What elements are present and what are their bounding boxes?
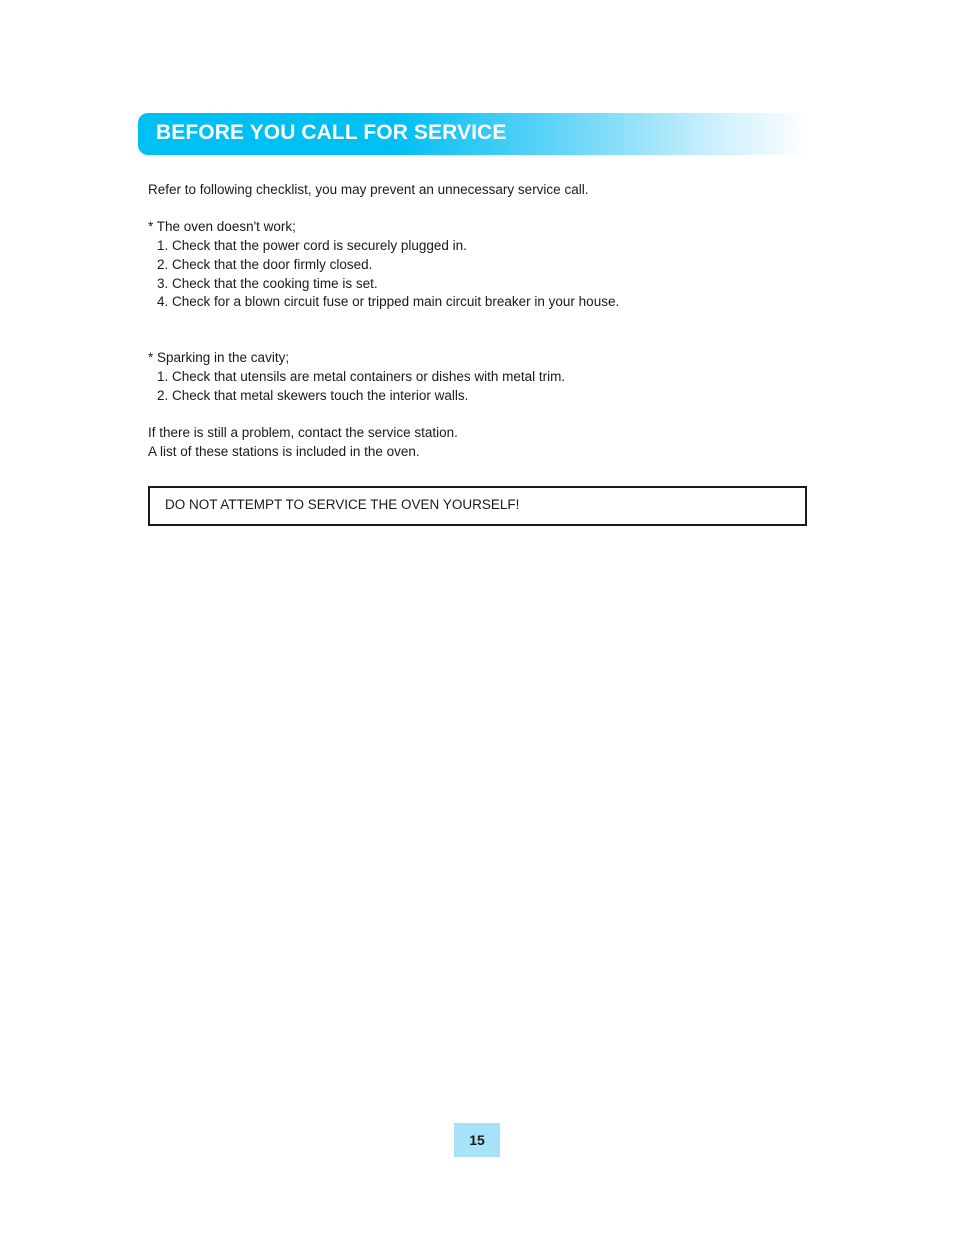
checklist-item: 3. Check that the cooking time is set. xyxy=(157,276,378,291)
closing-text: If there is still a problem, contact the service station. xyxy=(148,425,458,440)
section-title-banner xyxy=(138,113,810,155)
checklist-item: 4. Check for a blown circuit fuse or tripped main circuit breaker in your house. xyxy=(157,294,620,309)
section-heading-oven-not-working: * The oven doesn't work; xyxy=(148,219,296,234)
checklist-item: 2. Check that the door firmly closed. xyxy=(157,257,373,272)
warning-text: DO NOT ATTEMPT TO SERVICE THE OVEN YOURSELF! xyxy=(165,497,520,512)
checklist-item: 1. Check that the power cord is securely plugged in. xyxy=(157,238,467,253)
section-heading-sparking: * Sparking in the cavity; xyxy=(148,350,290,365)
closing-text: A list of these stations is included in the oven. xyxy=(148,444,420,459)
checklist-item: 1. Check that utensils are metal containers or dishes with metal trim. xyxy=(157,369,566,384)
intro-text: Refer to following checklist, you may prevent an unnecessary service call. xyxy=(148,182,589,197)
warning-box xyxy=(148,486,807,526)
page-number: 15 xyxy=(454,1123,500,1157)
checklist-item: 2. Check that metal skewers touch the interior walls. xyxy=(157,388,469,403)
page-title: BEFORE YOU CALL FOR SERVICE xyxy=(156,121,507,144)
